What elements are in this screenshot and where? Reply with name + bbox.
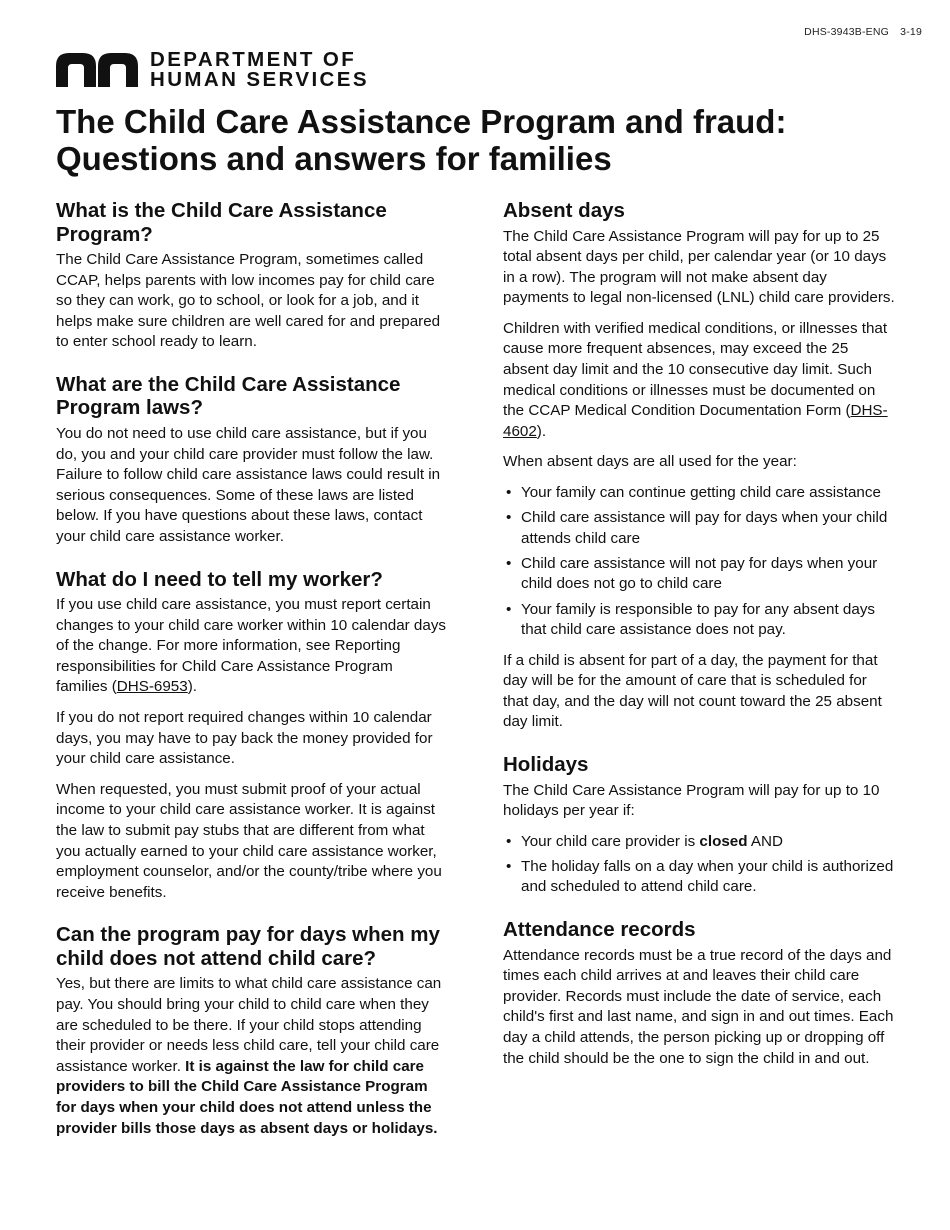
section-absent-pay bbox=[56, 923, 448, 1139]
list-item: • Child care assistance will pay for days when your child attends child care bbox=[503, 508, 895, 549]
list-item: • Child care assistance will not pay for days when your child does not go to child care bbox=[503, 554, 895, 595]
section-body: When requested, you must submit proof of your actual income to your child care assistance worker. It is against the law to submit pay stubs that are different from what you actually earned to your child care assistance worker, employment counselor, and/or the county/tribe where you receive benefits. bbox=[56, 780, 442, 901]
form-id: DHS-3943B-ENG bbox=[804, 26, 890, 38]
logo-line-1: DEPARTMENT OF bbox=[150, 48, 357, 71]
section-body: Attendance records must be a true record of the days and times each child arrives at and leaves their child care provider. Records must include the date of service, each child's first and last name, and sign in and out times. Each day a child attends, the person picking up or dropping off the child should be the one to sign the child in and out. bbox=[503, 946, 894, 1067]
body-text: AND bbox=[747, 832, 783, 850]
section-attendance-records bbox=[503, 918, 895, 1069]
list-item bbox=[503, 832, 895, 853]
section-body: The Child Care Assistance Program, sometimes called CCAP, helps parents with low incomes pay for child care so they can work, go to school, or look for a job, and it helps make sure children are well cared for and prepared to enter school ready to learn. bbox=[56, 251, 441, 351]
section-heading: Attendance records bbox=[503, 918, 696, 942]
section-body: If a child is absent for part of a day, the payment for that day will be for the amount of care that is scheduled for that day, and the day will not count toward the 25 absent day limit. bbox=[503, 651, 882, 731]
section-body bbox=[503, 319, 895, 443]
mn-logo-icon bbox=[56, 53, 138, 87]
section-heading: What do I need to tell my worker? bbox=[56, 567, 383, 591]
section-body: The Child Care Assistance Program will pay for up to 10 holidays per year if: bbox=[503, 781, 880, 820]
section-holidays bbox=[503, 753, 895, 898]
section-tell-worker bbox=[56, 568, 448, 904]
dhs-logo bbox=[56, 50, 369, 90]
section-heading: Can the program pay for days when my child does not attend child care? bbox=[56, 923, 440, 970]
section-ccap-laws bbox=[56, 373, 448, 548]
body-text: ). bbox=[536, 422, 547, 440]
section-heading: What is the Child Care Assistance Program? bbox=[56, 199, 387, 246]
body-text: Children with verified medical conditions, or illnesses that cause more frequent absences, may exceed the 25 absent day limit and the 10 consecutive day limit. Such medical conditions or illnesses must be documented on the CCAP Medical Condition Documentation Form ( bbox=[503, 319, 888, 420]
left-column bbox=[56, 199, 448, 1159]
section-heading: What are the Child Care Assistance Program laws? bbox=[56, 372, 401, 420]
body-text: If you use child care assistance, you must report certain changes to your child care worker within 10 calendar days of the change. For more information, see Reporting responsibilities for Child Care Assistance Program families ( bbox=[56, 596, 447, 696]
list-item: • The holiday falls on a day when your child is authorized and scheduled to attend child care. bbox=[503, 857, 895, 898]
bold-warning: It is against the law for child care providers to bill the Child Care Assistance Program for days when your child does not attend unless the provider bills those days as absent days or holidays. bbox=[56, 1057, 438, 1137]
holidays-list bbox=[503, 832, 895, 898]
section-body: The Child Care Assistance Program will pay for up to 25 total absent days per child, per calendar year (or 10 days in a row). The program will not make absent day payments to legal non-licensed (LNL) child care providers. bbox=[503, 227, 895, 307]
bold-closed: closed bbox=[699, 832, 748, 850]
section-heading: Absent days bbox=[503, 199, 625, 222]
dhs-6953-link[interactable]: DHS-6953 bbox=[116, 678, 188, 696]
form-code bbox=[804, 26, 922, 38]
section-what-is-ccap bbox=[56, 199, 448, 353]
section-body bbox=[56, 595, 448, 698]
section-body: If you do not report required changes within 10 calendar days, you may have to pay back the money provided for your child care assistance. bbox=[56, 709, 433, 768]
page-title bbox=[56, 103, 916, 177]
list-item: • Your family is responsible to pay for any absent days that child care assistance does not pay. bbox=[503, 600, 895, 641]
body-text: Yes, but there are limits to what child care assistance can pay. You should bring your child to child care when they are scheduled to be there. If your child stops attending their provider or needs less child care, tell your child care assistance worker. bbox=[56, 975, 442, 1075]
section-body: You do not need to use child care assistance, but if you do, you and your child care provider must follow the law. Failure to follow child care assistance laws could result in serious consequences. Some of these laws are listed below. If you have questions about these laws, contact your child care assistance worker. bbox=[56, 424, 441, 545]
section-body: When absent days are all used for the year: bbox=[503, 453, 797, 471]
absent-days-list bbox=[503, 483, 895, 641]
body-text: Your child care provider is bbox=[521, 832, 700, 850]
title-line-2: Questions and answers for families bbox=[56, 140, 612, 177]
list-item: • Your family can continue getting child care assistance bbox=[503, 483, 895, 504]
section-absent-days bbox=[503, 199, 895, 733]
dhs-4602-link[interactable]: DHS-4602 bbox=[503, 402, 888, 440]
body-text: ). bbox=[187, 678, 197, 696]
section-body bbox=[56, 974, 448, 1139]
section-heading: Holidays bbox=[503, 753, 589, 777]
form-date: 3-19 bbox=[900, 26, 922, 38]
title-line-1: The Child Care Assistance Program and fraud: bbox=[56, 103, 787, 140]
logo-line-2: HUMAN SERVICES bbox=[150, 68, 369, 91]
right-column bbox=[503, 199, 895, 1089]
